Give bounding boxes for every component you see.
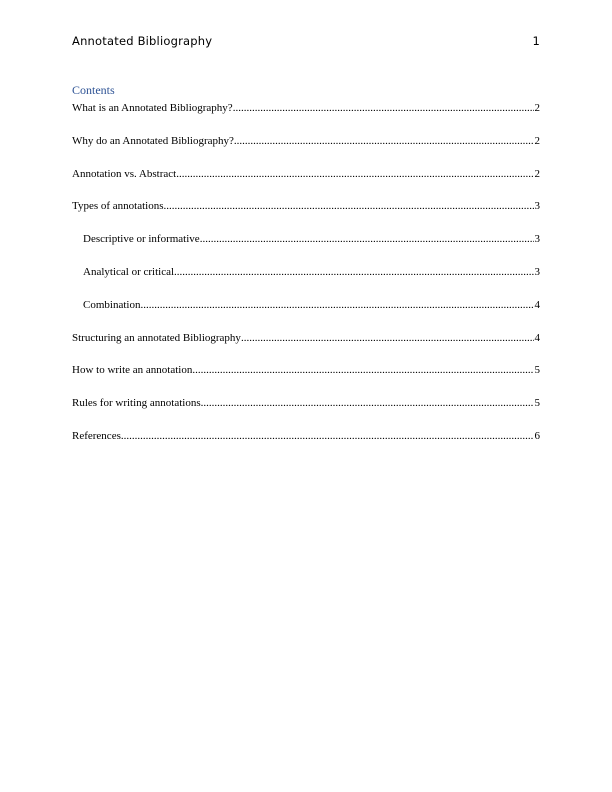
toc-dot-leader (174, 266, 533, 278)
toc-entry-types[interactable] (72, 200, 540, 216)
toc-entry-page: 2 (534, 167, 540, 180)
toc-entry-page: 5 (534, 397, 540, 410)
toc-entry-label: Analytical or critical (83, 265, 175, 278)
toc-entry-combination[interactable] (72, 299, 540, 315)
toc-entry-label: Structuring an annotated Bibliography (72, 331, 241, 344)
toc-entry-page: 3 (534, 200, 540, 213)
toc-entry-how-to-write[interactable] (72, 364, 540, 380)
toc-entry-page: 2 (534, 134, 540, 147)
toc-entry-descriptive[interactable] (72, 233, 540, 249)
toc-entry-page: 4 (534, 298, 540, 311)
table-of-contents (72, 102, 540, 463)
toc-entry-rules[interactable] (72, 397, 540, 413)
toc-entry-page: 6 (534, 429, 540, 442)
toc-entry-label: Descriptive or informative (83, 233, 200, 246)
page-header (72, 34, 540, 50)
toc-dot-leader (200, 233, 534, 245)
toc-entry-page: 4 (534, 331, 540, 344)
toc-entry-analytical[interactable] (72, 266, 540, 282)
toc-entry-references[interactable] (72, 430, 540, 446)
toc-dot-leader (201, 397, 534, 409)
toc-entry-annotation-vs-abstract[interactable] (72, 168, 540, 184)
toc-dot-leader (121, 430, 534, 442)
header-title: Annotated Bibliography (72, 34, 213, 48)
toc-entry-label: Types of annotations (72, 200, 164, 213)
header-page-number: 1 (532, 34, 540, 48)
toc-dot-leader (241, 332, 534, 344)
toc-entry-label: References (72, 429, 121, 442)
toc-entry-label: What is an Annotated Bibliography? (72, 102, 233, 114)
toc-dot-leader (176, 168, 533, 180)
toc-entry-label: Why do an Annotated Bibliography? (72, 134, 234, 147)
toc-entry-page: 3 (534, 265, 540, 278)
toc-dot-leader (234, 135, 534, 147)
toc-entry-label: Rules for writing annotations (72, 397, 201, 410)
toc-entry-label: Annotation vs. Abstract (72, 167, 177, 180)
toc-dot-leader (192, 364, 533, 376)
toc-entry-structuring[interactable] (72, 332, 540, 348)
toc-entry-label: How to write an annotation (72, 364, 193, 377)
toc-entry-what-is[interactable] (72, 102, 540, 118)
toc-entry-page: 3 (534, 233, 540, 246)
toc-entry-page: 2 (534, 102, 540, 114)
toc-dot-leader (140, 299, 533, 311)
toc-dot-leader (233, 102, 534, 114)
toc-entry-page: 5 (534, 364, 540, 377)
toc-entry-label: Combination (83, 298, 141, 311)
toc-dot-leader (164, 200, 534, 212)
toc-entry-why-do[interactable] (72, 135, 540, 151)
contents-heading: Contents (72, 83, 115, 97)
